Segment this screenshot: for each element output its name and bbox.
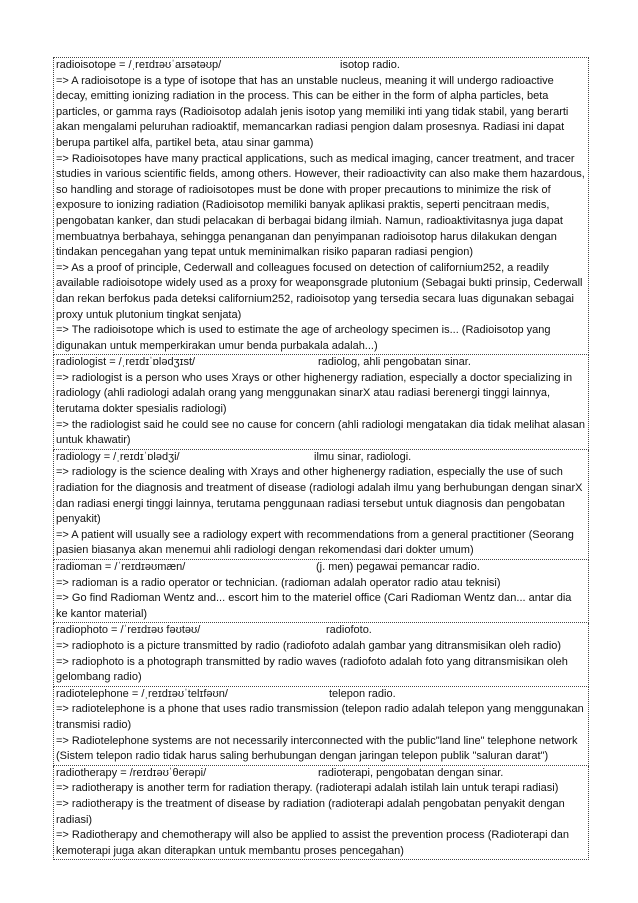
entry-head — [56, 355, 585, 371]
definition-line: => radiologist is a person who uses Xrays or other highenergy radiation, especially a doctor specializing in radiology (ahli radiologi adalah orang yang menggunakan sinarX atau radiasi berenergi tinggi lainnya, terutama dokter spesialis radiologi) — [56, 371, 573, 416]
entry-head — [56, 58, 585, 74]
entry-radiology — [53, 450, 589, 560]
translation: ilmu sinar, radiologi. — [314, 450, 412, 463]
entry-radiologist — [53, 355, 589, 450]
example-line: => the radiologist said he could see no cause for concern (ahli radiologi mengatakan dia tidak melihat alasan untuk khawatir) — [56, 418, 585, 447]
entry-radiotelephone — [53, 687, 589, 766]
entry-radiotherapy — [53, 766, 589, 861]
entry-head — [56, 766, 585, 782]
definition-line: => radiophoto is a picture transmitted by radio (radiofoto adalah gambar yang ditransmisikan oleh radio) — [56, 639, 562, 652]
definition-line: => radioman is a radio operator or technician. (radioman adalah operator radio atau teknisi) — [56, 576, 501, 589]
definition-line: => radiology is the science dealing with Xrays and other highenergy radiation, especially the use of such radiation for the diagnosis and treatment of disease (radiologi adalah ilmu yang berhubungan dengan sinarX dan radiasi energi tinggi lainnya, terutama penggunaan radiasi tersebut untuk diagnosis dan pengobatan penyakit) — [56, 466, 583, 526]
entry-head — [56, 687, 585, 703]
entry-head — [56, 450, 585, 466]
definition-line: => A radioisotope is a type of isotope that has an unstable nucleus, meaning it will undergo radioactive decay, emitting ionizing radiation in the process. This can be either in the form of alpha particles, beta particles, or gamma rays (Radioisotop adalah jenis isotop yang memiliki inti yang tidak stabil, yang berarti akan mengalami peluruhan radioaktif, memancarkan radiasi pengion dalam prosesnya. Radiasi ini dapat berupa partikel alfa, partikel beta, atau sinar gamma) — [56, 74, 569, 149]
translation: isotop radio. — [340, 59, 400, 71]
term-pronunciation: radiology = /ˌreɪdɪˈɒlədʒi/ — [56, 450, 180, 463]
entry-radiophoto — [53, 623, 589, 686]
definition-line: => radiotherapy is another term for radiation therapy. (radioterapi adalah istilah lain untuk terapi radiasi) — [56, 782, 559, 795]
dictionary-page — [53, 57, 589, 860]
term-pronunciation: radiotherapy = /reɪdɪəʊˈθerəpi/ — [56, 766, 207, 779]
term-pronunciation: radioman = /ˈreɪdɪəʊmæn/ — [56, 561, 186, 573]
example-line: => Radiotherapy and chemotherapy will also be applied to assist the prevention process (Radioterapi dan kemoterapi juga akan diterapkan untuk membantu proses pencegahan) — [56, 829, 570, 857]
definition-line: => radiotherapy is the treatment of disease by radiation (radioterapi adalah pengobatan penyakit dengan radiasi) — [56, 797, 565, 826]
example-line: => Radiotelephone systems are not necessarily interconnected with the public"land line" telephone network (Sistem telepon radio tidak harus saling berhubungan dengan jaringan telepon publik "saluran darat") — [56, 734, 578, 763]
definition-line: => radiotelephone is a phone that uses radio transmission (telepon radio adalah telepon yang menggunakan transmisi radio) — [56, 703, 584, 731]
definition-line: => radiophoto is a photograph transmitted by radio waves (radiofoto adalah foto yang ditransmisikan oleh gelombang radio) — [56, 655, 568, 684]
term-pronunciation: radioisotope = /ˌreɪdɪəʊˈaɪsətəʊp/ — [56, 59, 222, 71]
example-line: => A patient will usually see a radiology expert with recommendations from a general practitioner (Seorang pasien biasanya akan menemui ahli radiologi dengan rekomendasi dari dokter umum) — [56, 528, 574, 557]
example-line: => Go find Radioman Wentz and... escort him to the materiel office (Cari Radioman Wentz dan... antar dia ke kantor material) — [56, 592, 572, 620]
translation: telepon radio. — [329, 687, 396, 700]
term-pronunciation: radiotelephone = /ˌreɪdɪəʊˈtelɪfəʊn/ — [56, 687, 228, 700]
definition-line: => Radioisotopes have many practical applications, such as medical imaging, cancer treatment, and tracer studies in various scientific fields, among others. However, their radioactivity can also make them hazardous, so handling and storage of radioisotopes must be done with proper precautions to minimize the risk of exposure to ionizing radiation (Radioisotop memiliki banyak aplikasi praktis, seperti pencitraan medis, pengobatan kanker, dan studi pelacakan di berbagai bidang ilmiah. Namun, radioaktivitasnya juga dapat membuatnya berbahaya, sehingga penanganan dan penyimpanan radioisotop harus dilakukan dengan tindakan pencegahan yang tepat untuk meminimalkan risiko paparan radiasi pengion) — [56, 152, 585, 259]
term-pronunciation: radiologist = /ˌreɪdɪˈɒlədʒɪst/ — [56, 356, 196, 369]
example-line: => As a proof of principle, Cederwall and colleagues focused on detection of californium252, a readily available radioisotope widely used as a proxy for weaponsgrade plutonium (Sebagai bukti prinsip, Cederwall dan rekan berfokus pada deteksi californium252, radioisotop yang tersedia secara luas digunakan sebagai proxy untuk plutonium tingkat senjata) — [56, 261, 583, 321]
term-pronunciation: radiophoto = /ˈreɪdɪəʊ fəʊtəʊ/ — [56, 624, 201, 637]
example-line: => The radioisotope which is used to estimate the age of archeology specimen is... (Radioisotop yang digunakan untuk memperkirakan umur benda purbakala adalah...) — [56, 324, 551, 352]
entry-head — [56, 623, 585, 639]
entry-head — [56, 560, 585, 576]
entry-radioman — [53, 560, 589, 623]
translation: radioterapi, pengobatan dengan sinar. — [318, 766, 504, 779]
entry-radioisotope — [53, 57, 589, 355]
translation: radiolog, ahli pengobatan sinar. — [318, 356, 471, 369]
translation: radiofoto. — [326, 624, 372, 637]
translation: (j. men) pegawai pemancar radio. — [316, 561, 480, 573]
